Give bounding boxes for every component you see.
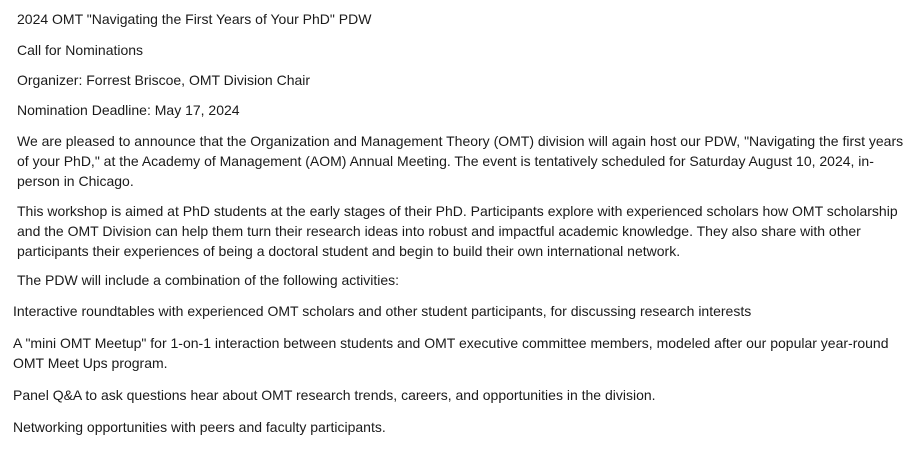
- activity-item-meetup: A "mini OMT Meetup" for 1-on-1 interaction between students and OMT executive committee members, modeled after our popular year-round OMT Meet Ups program.: [13, 335, 889, 371]
- intro-paragraph: We are pleased to announce that the Organization and Management Theory (OMT) division will again host our PDW, "Navigating the first years of your PhD," at the Academy of Management (AOM) Annual Meeting. The event is tentatively scheduled for Saturday August 10, 2024, in-person in Chicago.: [17, 133, 904, 189]
- document-title: 2024 OMT "Navigating the First Years of Your PhD" PDW: [17, 11, 372, 27]
- activity-item-roundtables: Interactive roundtables with experienced OMT scholars and other student participants, for discussing research interests: [13, 303, 752, 319]
- activity-item-panel: Panel Q&A to ask questions hear about OMT research trends, careers, and opportunities in the division.: [13, 387, 656, 403]
- document-subtitle: Call for Nominations: [17, 42, 144, 58]
- activity-item-networking: Networking opportunities with peers and faculty participants.: [13, 419, 386, 435]
- deadline-line: Nomination Deadline: May 17, 2024: [17, 102, 240, 118]
- workshop-paragraph: This workshop is aimed at PhD students at the early stages of their PhD. Participants explore with experienced scholars how OMT scholarship and the OMT Division can help them turn their research ideas into robust and impactful academic knowledge. They also share with other participants their experiences of being a doctoral student and begin to build their own international network.: [17, 203, 898, 259]
- organizer-line: Organizer: Forrest Briscoe, OMT Division Chair: [17, 72, 311, 88]
- activities-intro: The PDW will include a combination of the following activities:: [17, 272, 400, 288]
